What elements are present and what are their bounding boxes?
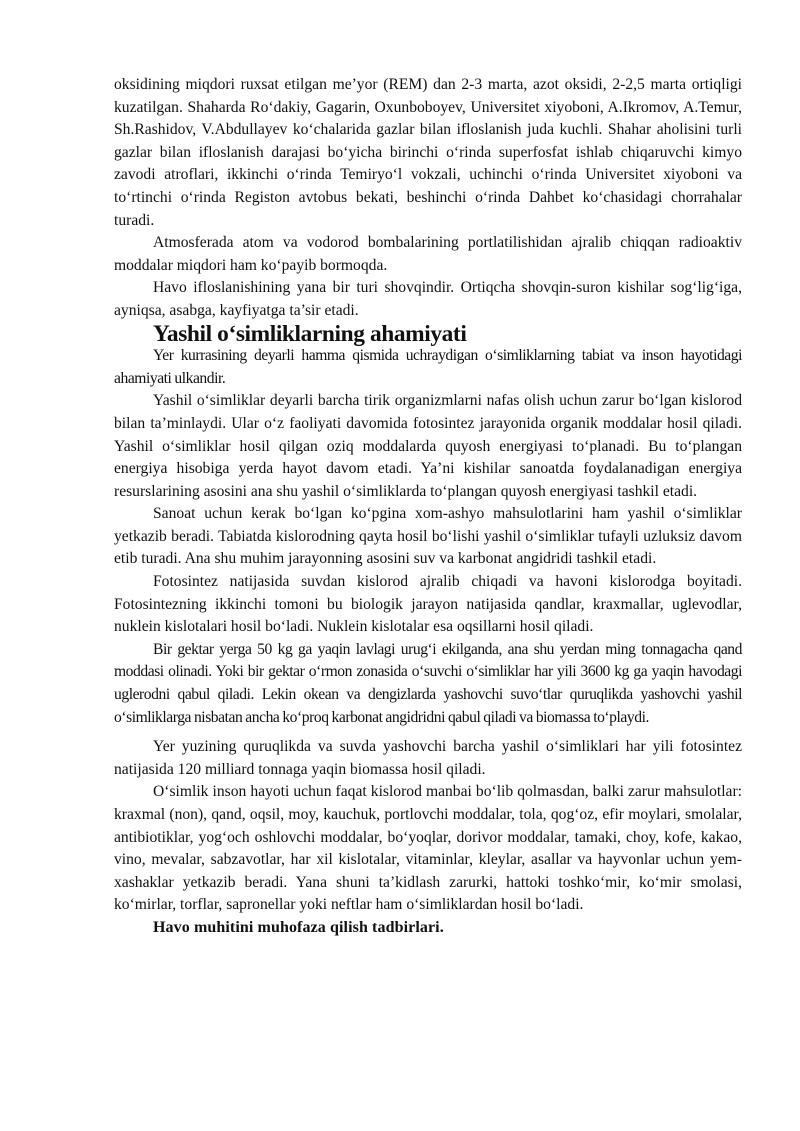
section-heading-air-protection: Havo muhitini muhofaza qilish tadbirlari.: [153, 918, 444, 936]
paragraph-raw-materials: Sanoat uchun kerak bo‘lgan ko‘pgina xom-ashyo mahsulotlarini ham yashil o‘simliklar yetkazib beradi. Tabiatda kislorodning qayta hosil bo‘lishi yashil o‘simliklar tufayli uzluksiz davom etib turadi. Ana shu muhim jarayonning asosini suv va karbonat angidridi tashkil etadi.: [114, 505, 742, 568]
paragraph-air-pollution-streets: oksidining miqdori ruxsat etilgan me’yor (REM) dan 2-3 marta, azot oksidi, 2-2,5 marta ortiqligi kuzatilgan. Shaharda Ro‘dakiy, Gagarin, Oxunboboyev, Universitet xiyoboni, A.Ikromov, A.Temur, Sh.Rashidov, V.Abdullayev ko‘chalarida gazlar bilan ifloslanish juda kuchli. Shahar aholisini turli gazlar bilan ifloslanish darajasi bo‘yicha birinchi o‘rinda superfosfat ishlab chiqaruvchi kimyo zavodi atroflari, ikkinchi o‘rinda Temiryo‘l vokzali, uchinchi o‘rinda Universitet xiyoboni va to‘rtinchi o‘rinda Registon avtobus bekati, beshinchi o‘rinda Dahbet ko‘chasidagi chorrahalar turadi.: [114, 76, 742, 229]
paragraph-oxygen-supply: Yashil o‘simliklar deyarli barcha tirik organizmlarni nafas olish uchun zarur bo‘lgan kislorod bilan ta’minlaydi. Ular o‘z faoliyati davomida fotosintez jarayonida organik moddalar hosil qiladi. Yashil o‘simliklar hosil qilgan oziq moddalarda quyosh energiyasi to‘planadi. Bu to‘plangan energiya hisobiga yerda hayot davom etadi. Ya’ni kishilar sanoatda foydalanadigan energiya resurslarining asosini ana shu yashil o‘simliklarda to‘plangan quyosh energiyasi tashkil etadi.: [114, 392, 742, 500]
paragraph-radioactive-substances: Atmosferada atom va vodorod bombalarining portlatilishidan ajralib chiqqan radioaktiv moddalar miqdori ham ko‘payib bormoqda.: [114, 234, 742, 274]
paragraph-photosynthesis: Fotosintez natijasida suvdan kislorod ajralib chiqadi va havoni kislorodga boyitadi. Fotosintezning ikkinchi tomoni bu biologik jarayon natijasida qandlar, kraxmallar, uglevodlar, nuklein kislotalari hosil bo‘ladi. Nuklein kislotalar esa oqsillarni hosil qiladi.: [114, 573, 742, 636]
paragraph-carbon-absorption: Bir gektar yerga 50 kg ga yaqin lavlagi urug‘i ekilganda, ana shu yerdan ming tonnagacha qand moddasi olinadi. Yoki bir gektar o‘rmon zonasida o‘suvchi o‘simliklar har yili 3600 kg ga yaqin havodagi uglerodni qabul qiladi. Lekin okean va dengizlarda yashovchi suvo‘tlar quruqlikda yashovchi yashil o‘simliklarga nisbatan ancha ko‘proq karbonat angidridni qabul qiladi va biomassa to‘playdi.: [114, 640, 742, 726]
paragraph-biomass: Yer yuzining quruqlikda va suvda yashovchi barcha yashil o‘simliklari har yili fotosintez natijasida 120 milliard tonnaga yaqin biomassa hosil qiladi.: [114, 738, 742, 778]
section-heading-green-plants: Yashil o‘simliklarning ahamiyati: [153, 320, 467, 347]
paragraph-noise-pollution: Havo ifloslanishining yana bir turi shovqindir. Ortiqcha shovqin-suron kishilar sog‘lig‘iga, ayniqsa, asabga, kayfiyatga ta’sir etadi.: [114, 279, 742, 319]
paragraph-plant-products: O‘simlik inson hayoti uchun faqat kislorod manbai bo‘lib qolmasdan, balki zarur mahsulotlar: kraxmal (non), qand, oqsil, moy, kauchuk, portlovchi moddalar, tola, qog‘oz, efir moylari, smolalar, antibiotiklar, yog‘och oshlovchi moddalar, bo‘yoqlar, dorivor moddalar, tamaki, choy, kofe, kakao, vino, mevalar, sabzavotlar, har xil kislotalar, vitaminlar, kleylar, asallar va hayvonlar uchun yem-xashaklar yetkazib beradi. Yana shuni ta’kidlash zarurki, hattoki toshko‘mir, ko‘mir smolasi, ko‘mirlar, torflar, sapronellar yoki neftlar ham o‘simliklardan hosil bo‘ladi.: [114, 783, 742, 914]
document-page: [114, 74, 742, 940]
paragraph-plants-importance: Yer kurrasining deyarli hamma qismida uchraydigan o‘simliklarning tabiat va inson hayotidagi ahamiyati ulkandir.: [114, 347, 742, 387]
